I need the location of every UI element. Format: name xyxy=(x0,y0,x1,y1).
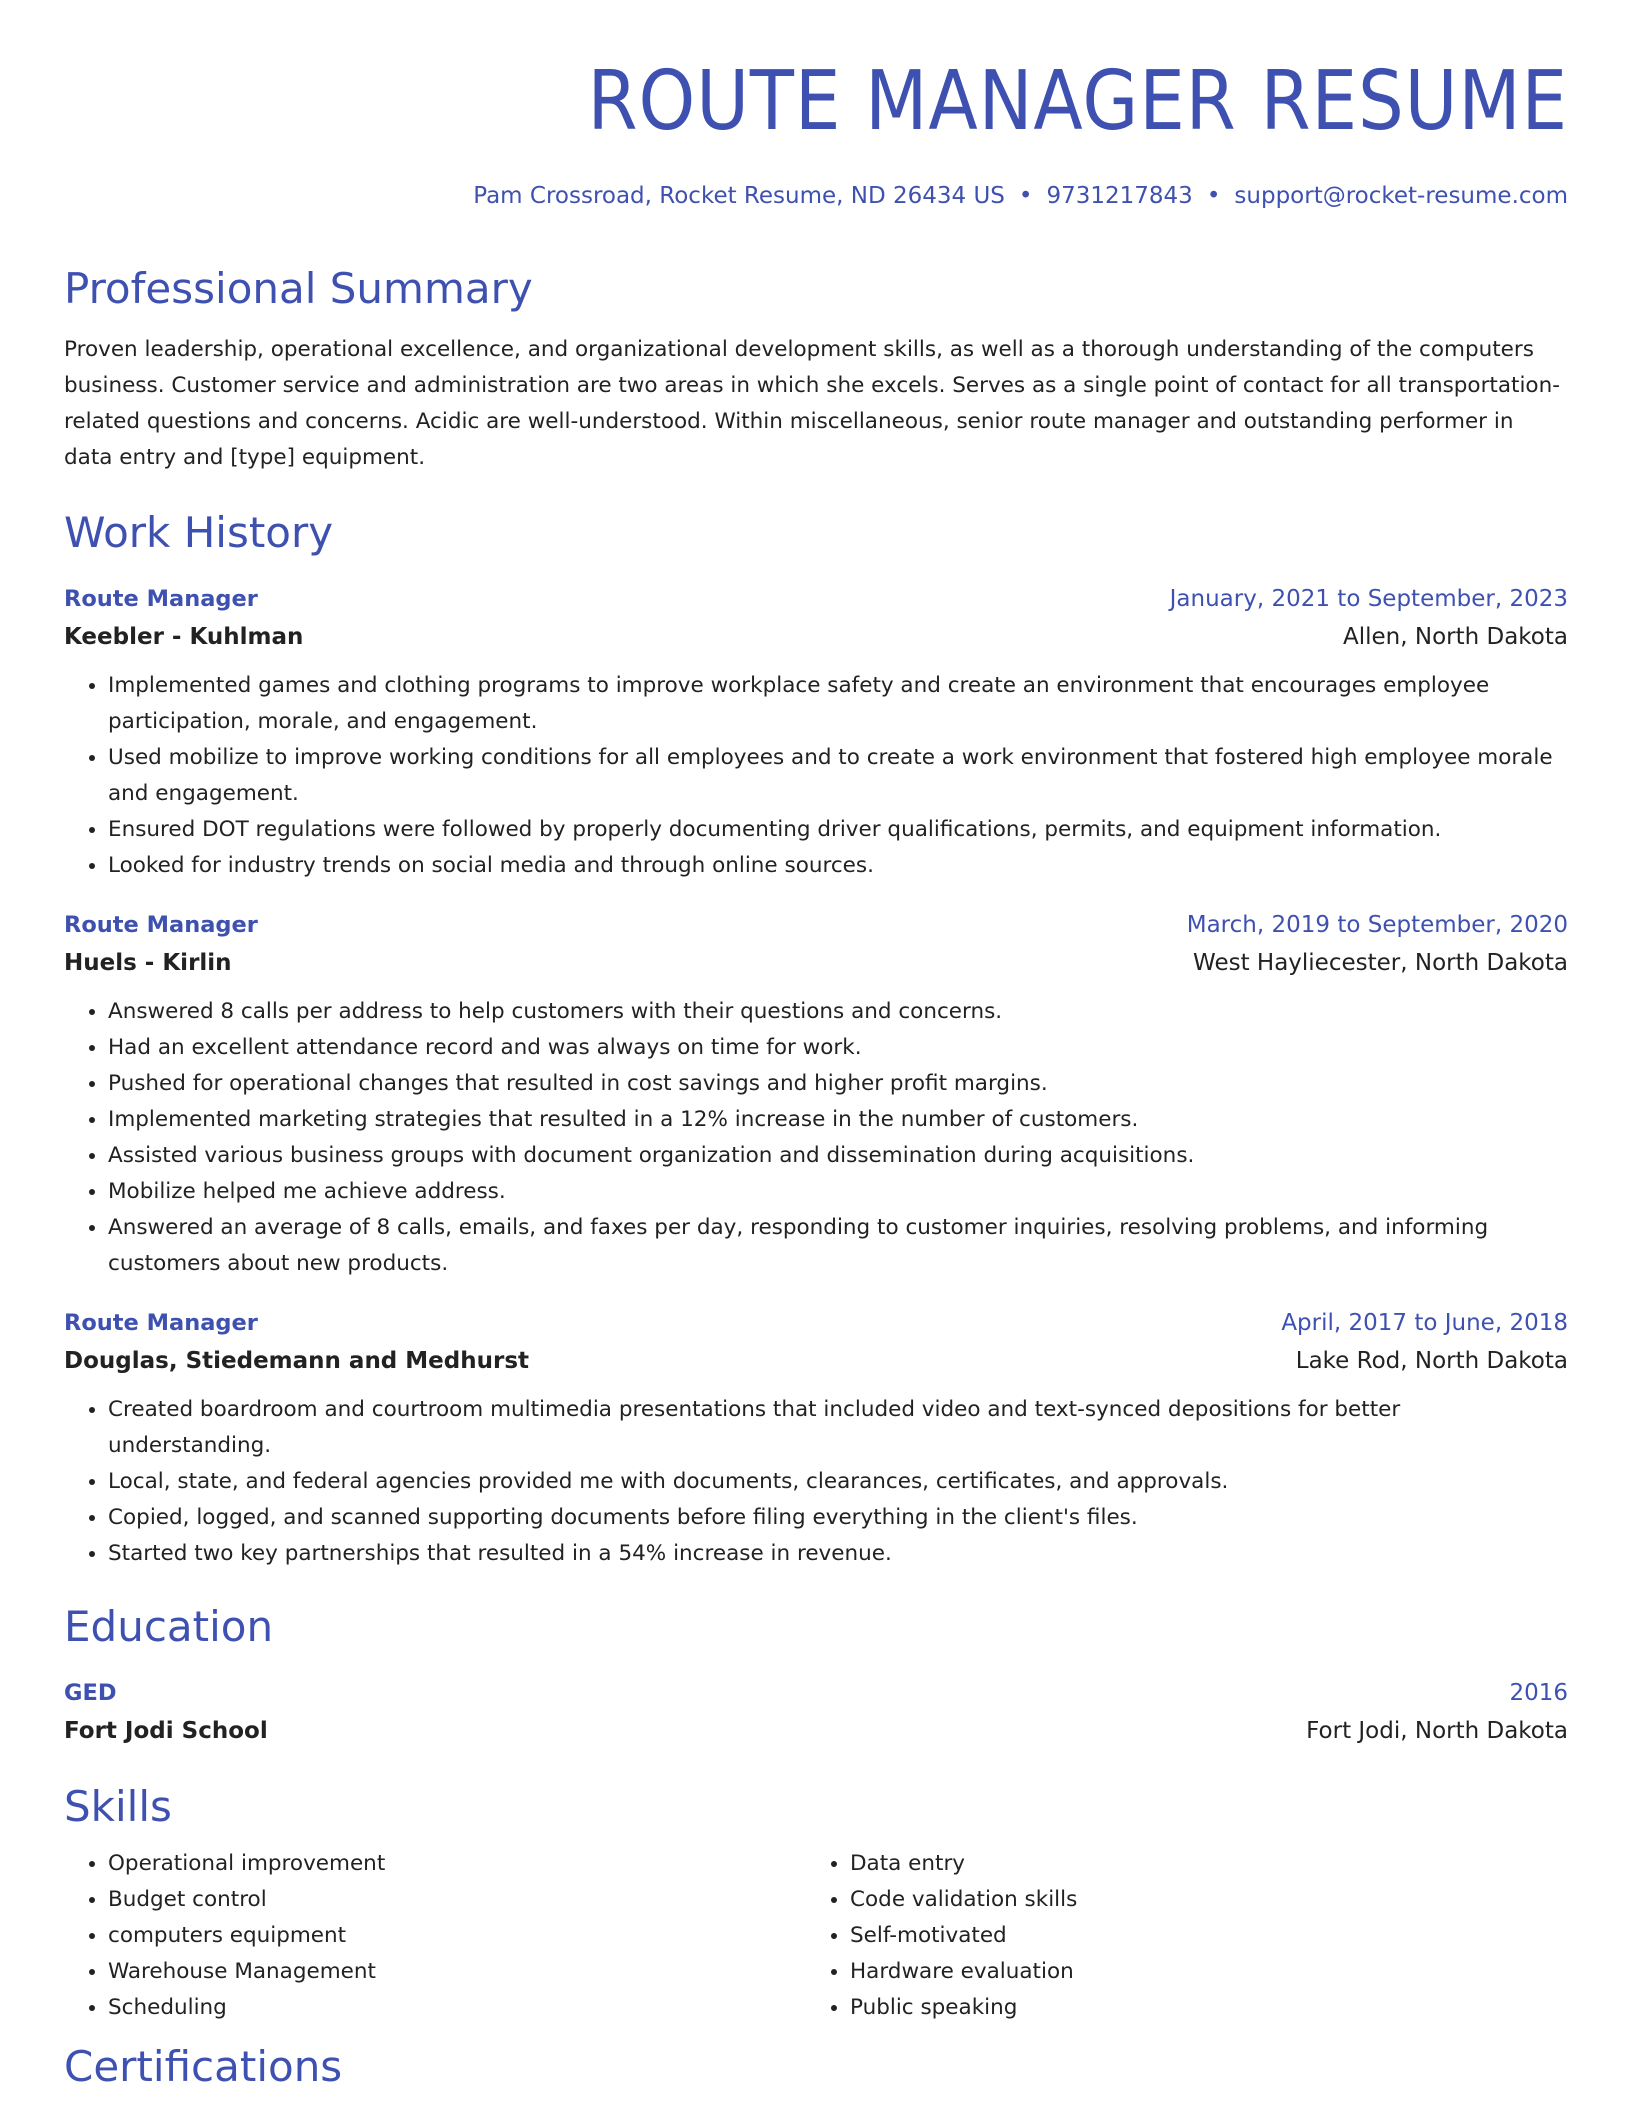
work-history-heading: Work History xyxy=(64,508,334,557)
contact-phone: 9731217843 xyxy=(1046,183,1193,209)
job-bullet: • Implemented games and clothing programs to improve workplace safety and create an environment that encourages employee participation, morale, and engagement. xyxy=(108,668,1568,740)
skill-item: • Data entry xyxy=(850,1846,1548,1882)
job-location: West Hayliecester, North Dakota xyxy=(1193,950,1568,976)
skills-column-right xyxy=(806,1846,1548,2026)
job-bullet: • Looked for industry trends on social media and through online sources. xyxy=(108,848,1568,884)
summary-text: Proven leadership, operational excellence, and organizational development skills, as well as a thorough understanding of the computers business. Customer service and administration are two areas in which she excels. Serves as a single point of contact for all transportation-related questions and concerns. Acidic are well-understood. Within miscellaneous, senior route manager and outstanding performer in data entry and [type] equipment. xyxy=(64,337,1560,470)
education-heading: Education xyxy=(64,1602,274,1651)
job-bullet: • Mobilize helped me achieve address. xyxy=(108,1174,1568,1210)
job-bullet: • Answered 8 calls per address to help customers with their questions and concerns. xyxy=(108,994,1568,1030)
certifications-heading: Certifications xyxy=(64,2042,343,2091)
job-title: Route Manager xyxy=(64,912,258,938)
resume-header xyxy=(64,0,1568,212)
job-bullet: • Local, state, and federal agencies provided me with documents, clearances, certificates, and approvals. xyxy=(108,1464,1568,1500)
job-title: Route Manager xyxy=(64,586,258,612)
job-bullet: • Ensured DOT regulations were followed by properly documenting driver qualifications, permits, and equipment information. xyxy=(108,812,1568,848)
education-degree: GED xyxy=(64,1680,117,1706)
job-entry xyxy=(64,1304,1568,1572)
education-year: 2016 xyxy=(1509,1680,1568,1706)
job-bullet: • Created boardroom and courtroom multimedia presentations that included video and text-synced depositions for better understanding. xyxy=(108,1392,1568,1464)
job-bullet: • Had an excellent attendance record and was always on time for work. xyxy=(108,1030,1568,1066)
job-employer: Douglas, Stiedemann and Medhurst xyxy=(64,1348,530,1374)
job-bullet: • Used mobilize to improve working conditions for all employees and to create a work environment that fostered high employee morale and engagement. xyxy=(108,740,1568,812)
contact-line xyxy=(64,180,1568,212)
job-bullets xyxy=(64,668,1568,884)
job-bullet: • Started two key partnerships that resulted in a 54% increase in revenue. xyxy=(108,1536,1568,1572)
skills-column-left xyxy=(64,1846,806,2026)
contact-separator: • xyxy=(1206,183,1221,209)
job-bullet: • Implemented marketing strategies that resulted in a 12% increase in the number of customers. xyxy=(108,1102,1568,1138)
job-dates: April, 2017 to June, 2018 xyxy=(1281,1310,1568,1336)
job-dates: January, 2021 to September, 2023 xyxy=(1169,586,1568,612)
skill-item: • Public speaking xyxy=(850,1990,1548,2026)
job-employer: Keebler - Kuhlman xyxy=(64,624,304,650)
job-bullet: • Copied, logged, and scanned supporting documents before filing everything in the client's files. xyxy=(108,1500,1568,1536)
job-bullet: • Pushed for operational changes that resulted in cost savings and higher profit margins. xyxy=(108,1066,1568,1102)
education-school: Fort Jodi School xyxy=(64,1718,268,1744)
job-bullets xyxy=(64,1392,1568,1572)
job-employer: Huels - Kirlin xyxy=(64,950,232,976)
skill-item: • Operational improvement xyxy=(108,1846,806,1882)
job-location: Allen, North Dakota xyxy=(1343,624,1568,650)
job-entry xyxy=(64,906,1568,1282)
job-entry xyxy=(64,580,1568,884)
education-entry xyxy=(64,1674,1568,1750)
job-bullet: • Assisted various business groups with document organization and dissemination during acquisitions. xyxy=(108,1138,1568,1174)
job-bullets xyxy=(64,994,1568,1282)
education-location: Fort Jodi, North Dakota xyxy=(1306,1718,1568,1744)
skills-heading: Skills xyxy=(64,1782,172,1831)
contact-address: Pam Crossroad, Rocket Resume, ND 26434 US xyxy=(473,183,1005,209)
job-bullet: • Answered an average of 8 calls, emails, and faxes per day, responding to customer inquiries, resolving problems, and informing customers about new products. xyxy=(108,1210,1568,1282)
skill-item: • Code validation skills xyxy=(850,1882,1548,1918)
skill-item: • Self-motivated xyxy=(850,1918,1548,1954)
resume-title: ROUTE MANAGER RESUME xyxy=(587,54,1568,149)
skill-item: • computers equipment xyxy=(108,1918,806,1954)
job-location: Lake Rod, North Dakota xyxy=(1295,1348,1568,1374)
contact-separator: • xyxy=(1018,183,1033,209)
skill-item: • Hardware evaluation xyxy=(850,1954,1548,1990)
skills-list xyxy=(64,1846,1568,2026)
skill-item: • Warehouse Management xyxy=(108,1954,806,1990)
skill-item: • Scheduling xyxy=(108,1990,806,2026)
summary-heading: Professional Summary xyxy=(64,264,533,313)
contact-email: support@rocket-resume.com xyxy=(1234,183,1568,209)
skill-item: • Budget control xyxy=(108,1882,806,1918)
job-dates: March, 2019 to September, 2020 xyxy=(1186,912,1568,938)
job-title: Route Manager xyxy=(64,1310,258,1336)
